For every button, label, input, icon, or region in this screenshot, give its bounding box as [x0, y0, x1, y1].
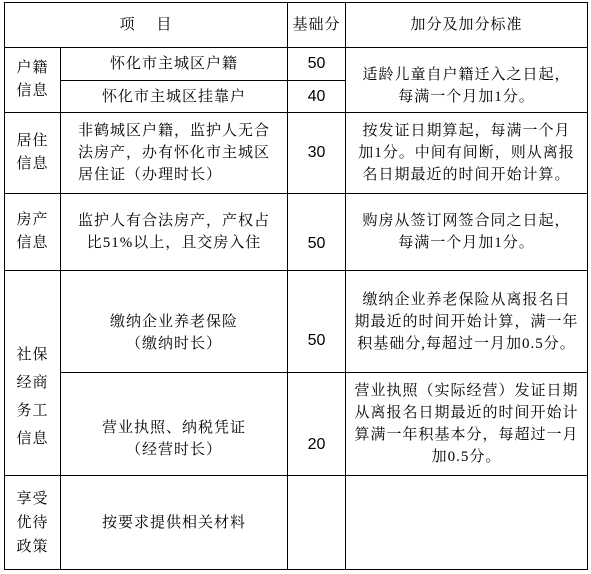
item-text: [102, 417, 246, 461]
bonus-criteria-cell: [345, 193, 588, 271]
item-text-line: 监护人有合法房产，产权占: [77, 213, 270, 229]
item-text: [102, 86, 246, 108]
item-cell: [60, 112, 288, 194]
base-score-value: 50: [307, 234, 326, 252]
item-text-line: 比51%以上，且交房入住: [86, 235, 262, 251]
bonus-text-line: 按发证日期算起，每满一个月: [362, 123, 571, 139]
bonus-text: [354, 289, 578, 355]
header-item: 项 目: [119, 17, 173, 33]
bonus-text-line: 期最近的时间开始计算，满一年: [354, 313, 579, 330]
item-cell: [60, 270, 288, 373]
item-text-line: 营业执照、纳税凭证: [101, 419, 246, 436]
base-score-cell-empty: [287, 475, 346, 570]
base-score-cell: [287, 372, 346, 476]
bonus-text-line: 算满一年积基本分，每超过一月: [354, 427, 579, 443]
bonus-text-line: 名日期最近的时间开始计算。: [362, 167, 571, 183]
header-base-score-cell: [287, 2, 346, 48]
item-cell: [60, 80, 288, 113]
category-label: 房产信息: [16, 212, 49, 251]
bonus-text-line: 适龄儿童自户籍迁入之日起，: [362, 67, 571, 83]
item-text: [110, 53, 238, 75]
category-residence: [4, 112, 61, 194]
bonus-text-line: 每满一个月加1分。: [398, 89, 535, 105]
bonus-text: [362, 64, 570, 108]
bonus-text-line: 从离报名日期最近的时间开始计: [354, 405, 579, 421]
bonus-text-line: 积基础分,每超过一月加0.5分。: [357, 335, 576, 352]
category-label: 户籍信息: [16, 60, 49, 99]
item-text: [78, 210, 270, 254]
bonus-criteria-cell: [345, 372, 588, 476]
bonus-criteria-cell: [345, 47, 588, 113]
item-text-line: 怀化市主城区户籍: [109, 56, 238, 72]
item-cell: [60, 372, 288, 476]
category-label: 享受优待政策: [16, 490, 49, 555]
item-cell: [60, 475, 288, 570]
item-cell: [60, 193, 288, 271]
base-score-value: 30: [307, 144, 326, 161]
bonus-text-line: 购房从签订网签合同之日起，: [362, 213, 571, 229]
bonus-text-line: 缴纳企业养老保险从离报名日: [362, 291, 571, 308]
base-score-value: 20: [307, 435, 326, 453]
category-label: 居住信息: [16, 133, 49, 172]
category-social-security-business: [4, 270, 61, 476]
item-text: [110, 311, 238, 355]
item-text-line: 缴纳企业养老保险: [109, 314, 238, 330]
item-text: [78, 120, 270, 186]
item-text-line: 法房产，办有怀化市主城区: [77, 145, 270, 161]
item-text-line: 怀化市主城区挂靠户: [101, 88, 246, 105]
bonus-text: [354, 380, 578, 468]
base-score-value: 50: [307, 55, 326, 72]
bonus-text: [362, 210, 570, 254]
category-preferential-policy: [4, 475, 61, 570]
bonus-text-line: 每满一个月加1分。: [398, 235, 535, 251]
base-score-cell: [287, 47, 346, 81]
base-score-cell: [287, 270, 346, 373]
bonus-text-line: 加1分。中间有间断，则从离报: [358, 145, 575, 161]
bonus-text: [358, 120, 575, 186]
item-text-line: （缴纳时长）: [125, 336, 222, 352]
category-label: 社保经商务工信息: [16, 347, 49, 447]
header-bonus-criteria: 加分及加分标准: [410, 17, 523, 33]
header-base-score: 基础分: [292, 17, 341, 33]
category-household-registration: [4, 47, 61, 113]
header-item-cell: [4, 2, 288, 48]
base-score-value: 40: [307, 87, 326, 105]
bonus-text-line: 加0.5分。: [431, 449, 502, 465]
header-bonus-cell: [345, 2, 588, 48]
base-score-value: 50: [307, 331, 326, 349]
item-text: [102, 512, 246, 534]
base-score-cell: [287, 80, 346, 113]
item-text-line: 居住证（办理时长）: [77, 167, 222, 183]
bonus-criteria-cell: [345, 270, 588, 373]
item-text-line: 按要求提供相关材料: [101, 514, 246, 531]
item-text-line: （经营时长）: [125, 441, 222, 458]
item-text-line: 非鹤城区户籍，监护人无合: [77, 123, 270, 139]
base-score-cell: [287, 112, 346, 194]
category-property: [4, 193, 61, 271]
bonus-criteria-cell-empty: [345, 475, 588, 570]
item-cell: [60, 47, 288, 81]
bonus-criteria-cell: [345, 112, 588, 194]
bonus-text-line: 营业执照（实际经营）发证日期: [354, 383, 579, 399]
base-score-cell: [287, 193, 346, 271]
